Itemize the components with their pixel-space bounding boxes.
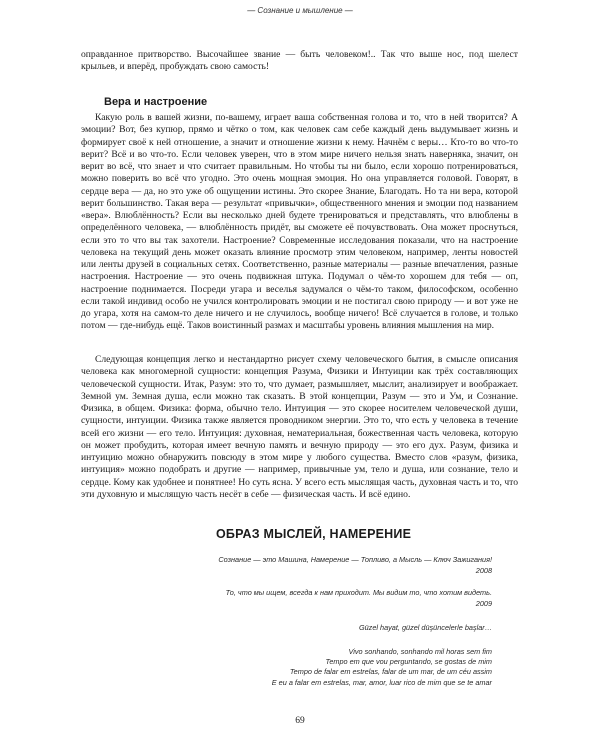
poem-line: E eu a falar em estrelas, mar, amor, luar rico de mim que se te amar	[271, 677, 492, 687]
section-paragraph-1: Какую роль в вашей жизни, по-вашему, играет ваша собственная голова и то, что в ней творится? А эмоции? Вот, без купюр, прямо и чётко о том, как человек сам себе каждый день выдумывает жизнь и формирует своё к ней отношение, а значит и отношение жизни к нему. Начнём с веры… Кто-то во что-то верит? Всё и во что-то. Если человек уверен, что в этом мире ничего нельзя знать наверняка, значит, он верит во всё, что знает и что считает правильным. Но чтобы ты ни было, если хорошо потренироваться, можно поверить во всё что угодно. Это очень мощная эмоция. Но она управляется головой. Говорят, в сердце вера — да, но это уже об ощущении истины. Это скорее Знание, Благодать. Но та ни вера, которой верит большинство. Такая вера — результат «привычки», общественного мнения и эмоции под названием «вера». Влюблённость? Если вы несколько дней будете тренироваться и представлять, что влюблены в определённого человека, — влюблённость придёт, вы сможете её почувствовать. Она может проснуться, если это то что вы так захотели. Настроение? Современные исследования показали, что на настроение человека на текущий день может оказать влияние просмотр этим человеком, например, ленты новостей или ленты друзей в социальных сетях. Соответственно, разные материалы — разные впечатления, разные настроения. Настроение — это очень подвижная штука. Подумал о чём-то хорошем для тебя — оп, настроение поднимается. Посреди угара и веселья задумался о чём-то таком, философском, особенно если такой индивид особо не учился контролировать эмоции и не постигал свою природу — и вот уже не до угара, хотя на самом-то деле ничего и не случилось, вообще ничего! Всё случается в голове, и только потом — где-нибудь ещё. Таков воистинный размах и масштабы уровень влияния мышления на мир.	[81, 112, 518, 332]
poem-line: Vivo sonhando, sonhando mil horas sem fim	[348, 647, 492, 656]
poem-line: Tempo de falar em estrelas, falar de um mar, de um céu assim	[289, 667, 492, 677]
poem-epigraph	[272, 647, 492, 688]
page-number: 69	[295, 716, 305, 726]
epigraph-text: Güzel hayat, güzel düşüncelerle başlar…	[358, 623, 492, 632]
epigraph-2	[226, 588, 492, 609]
chapter-title: ОБРАЗ МЫСЛЕЙ, НАМЕРЕНИЕ	[216, 527, 412, 541]
epigraph-text: Сознание — это Машина, Намерение — Топливо, а Мысль — Ключ Зажигания!	[218, 555, 492, 564]
epigraph-year: 2008	[475, 565, 492, 575]
epigraph-text: То, что мы ищем, всегда к нам приходит. Мы видим то, что хотим видеть.	[225, 588, 492, 597]
poem-line: Tempo em que vou perguntando, se gostas de mim	[325, 657, 492, 667]
epigraph-3	[359, 623, 492, 634]
running-header: — Сознание и мышление —	[247, 6, 353, 15]
epigraph-1	[218, 555, 492, 576]
epigraph-year: 2009	[475, 598, 492, 608]
section-paragraph-2: Следующая концепция легко и нестандартно рисует схему человеческого бытия, в смысле описания человека как многомерной сущности: концепция Разума, Физики и Интуиции как трёх составляющих человеческой сущности. Итак, Разум: это то, что думает, размышляет, мыслит, анализирует и воображает. Земной ум. Земная душа, если можно так сказать. В этой концепции, Разум — это и Ум, и Сознание. Физика, в общем. Физика: форма, обычно тело. Интуиция — это скорее носителем человеческой души, сущности, интуиции. Физика также является проводником энергии. Это то, что есть у человека в течение всей его жизни — его тело. Интуиция: духовная, нематериальная, божественная часть человека, которую он может пробудить, которая имеет вечную память и вечную природу — это его дух. Разум, физика и интуицию можно обнаружить повсюду в этом мире у любого существа. Вместо слов «разум, физика, интуиция» можно подобрать и другие — например, привычные ум, тело и душа, или сознание, тело и сердце. Кому как удобнее и понятнее! Но суть ясна. У всего есть мыслящая часть, духовная часть и то, что эти духовную и мыслящую часть несёт в себе — физическая часть. И всё едино.	[81, 354, 519, 500]
intro-paragraph: оправданное притворство. Высочайшее звание — быть человеком!.. Так что выше нос, под шелест крыльев, и вперёд, пробуждать свою самость!	[81, 49, 518, 73]
section-title: Вера и настроение	[104, 96, 208, 108]
